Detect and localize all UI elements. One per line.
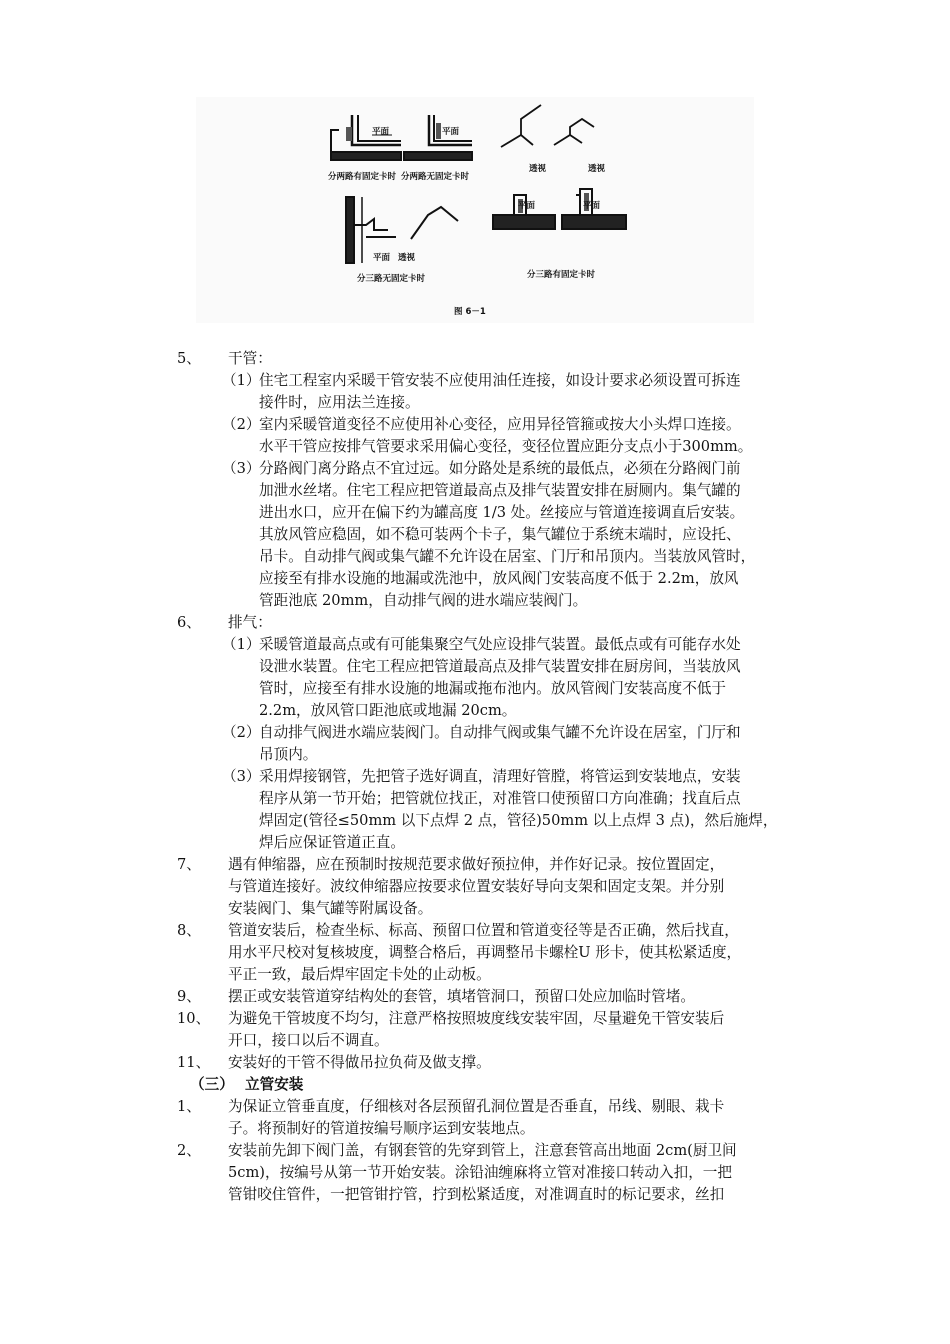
panel-perspective-b xyxy=(554,119,594,145)
persp-c xyxy=(411,207,458,239)
panel-perspective-a xyxy=(501,105,541,147)
caption-two-way-free: 分两路无固定卡时 xyxy=(401,172,470,182)
item-5-3-line: 分路阀门离分路点不宜过远。如分路处是系统的最低点，必须在分路阀门前 xyxy=(259,460,741,477)
item-6-title: 排气： xyxy=(228,614,272,631)
item-11-line: 安装好的干管不得做吊拉负荷及做支撑。 xyxy=(228,1054,491,1071)
item-8-line: 用水平尺校对复核坡度，调整合格后，再调整吊卡螺栓U 形卡，使其松紧适度， xyxy=(228,944,742,961)
item-7-number: 7、 xyxy=(177,856,201,873)
riser-2-line: 管钳咬住管件，一把管钳拧管，拧到松紧适度，对准调直时的标记要求，丝扣 xyxy=(228,1186,725,1203)
pipe-c xyxy=(354,219,388,230)
section-title: 立管安装 xyxy=(245,1076,304,1093)
item-6-1-line: 2.2m，放风管口距池底或地漏 20cm。 xyxy=(259,702,517,719)
label-plan-a: 平面 xyxy=(372,127,390,137)
clamp-a xyxy=(346,127,352,141)
item-5-1-line: 住宅工程室内采暖干管安装不应使用油任连接，如设计要求必须设置可拆连 xyxy=(259,372,741,389)
panel-two-way-fixed xyxy=(331,115,401,160)
item-6-3-line: 程序从第一节开始；把管就位找正，对准管口使预留口方向准确；找直后点 xyxy=(259,790,741,807)
item-5-2-number: （2） xyxy=(222,416,261,433)
figure-drawing xyxy=(196,97,754,323)
clamp-b xyxy=(436,123,441,139)
item-5-1-line: 接件时，应用法兰连接。 xyxy=(259,394,420,411)
item-5-3-line: 进出水口，应开在偏下约为罐高度 1/3 处。丝接应与管道连接调直后安装。 xyxy=(259,504,745,521)
item-6-3-number: （3） xyxy=(222,768,261,785)
item-6-2-line: 吊顶内。 xyxy=(259,746,318,763)
item-5-1-number: （1） xyxy=(222,372,261,389)
item-6-3-line: 焊固定(管径≤50mm 以下点焊 2 点，管径)50mm 以上点焊 3 点)，然后施焊， xyxy=(259,812,778,829)
panel-three-way-fixed xyxy=(493,189,626,229)
item-5-2-line: 水平干管应按排气管要求采用偏心变径，变径位置应距分支点小于300mm。 xyxy=(259,438,753,455)
wall-c xyxy=(346,197,354,263)
persp-b2 xyxy=(570,119,594,135)
label-persp-a: 透视 xyxy=(529,164,547,174)
riser-2-line: 5cm)，按编号从第一节开始安装。涂铅油缠麻将立管对准接口转动入扣，一把 xyxy=(228,1164,732,1181)
label-plan-e: 平面 xyxy=(583,201,601,211)
item-7-line: 安装阀门、集气罐等附属设备。 xyxy=(228,900,433,917)
item-6-3-line: 焊后应保证管道正直。 xyxy=(259,834,405,851)
caption-three-way-fixed: 分三路有固定卡时 xyxy=(527,270,596,280)
item-10-line: 开口，接口以后不调直。 xyxy=(228,1032,389,1049)
floor-slab-d xyxy=(493,215,555,229)
figure-caption: 图 6－1 xyxy=(454,307,486,317)
item-10-number: 10、 xyxy=(177,1010,211,1027)
item-7-line: 与管道连接好。波纹伸缩器应按要求位置安装好导向支架和固定支架。并分别 xyxy=(228,878,725,895)
floor-slab-b xyxy=(404,152,472,160)
item-6-number: 6、 xyxy=(177,614,201,631)
item-8-line: 平正一致，最后焊牢固定卡处的止动板。 xyxy=(228,966,491,983)
item-11-number: 11、 xyxy=(177,1054,211,1071)
item-6-3-line: 采用焊接钢管，先把管子选好调直，清理好管膛，将管运到安装地点，安装 xyxy=(259,768,741,785)
item-6-1-line: 管时，应接至有排水设施的地漏或拖布池内。放风管阀门安装高度不低于 xyxy=(259,680,727,697)
label-persp-b: 透视 xyxy=(588,164,606,174)
persp-a2 xyxy=(521,105,541,135)
item-5-3-line: 加泄水丝堵。住宅工程应把管道最高点及排气装置安排在厨厕内。集气罐的 xyxy=(259,482,741,499)
item-5-3-line: 应接至有排水设施的地漏或洗池中，放风阀门安装高度不低于 2.2m，放风 xyxy=(259,570,739,587)
riser-2-number: 2、 xyxy=(177,1142,201,1159)
item-6-2-line: 自动排气阀进水端应装阀门。自动排气阀或集气罐不允许设在居室，门厅和 xyxy=(259,724,741,741)
item-6-1-line: 设泄水装置。住宅工程应把管道最高点及排气装置安排在厨房间，当装放风 xyxy=(259,658,741,675)
item-9-number: 9、 xyxy=(177,988,201,1005)
label-plan-b: 平面 xyxy=(442,127,460,137)
label-plan-c: 平面 xyxy=(373,253,391,263)
floor-slab-e xyxy=(562,215,626,229)
item-9-line: 摆正或安装管道穿结构处的套管，填堵管洞口，预留口处应加临时管堵。 xyxy=(228,988,696,1005)
item-5-2-line: 室内采暖管道变径不应使用补心变径，应用异径管箍或按大小头焊口连接。 xyxy=(259,416,741,433)
item-8-number: 8、 xyxy=(177,922,201,939)
pipe-branch-figure xyxy=(196,97,754,323)
item-6-2-number: （2） xyxy=(222,724,261,741)
label-plan-d: 平面 xyxy=(518,201,536,211)
riser-2-line: 安装前先卸下阀门盖，有钢套管的先穿到管上，注意套管高出地面 2cm(厨卫间 xyxy=(228,1142,737,1159)
item-10-line: 为避免干管坡度不均匀，注意严格按照坡度线安装牢固，尽量避免干管安装后 xyxy=(228,1010,725,1027)
panel-two-way-free xyxy=(404,115,472,160)
riser-1-number: 1、 xyxy=(177,1098,201,1115)
item-5-3-number: （3） xyxy=(222,460,261,477)
item-8-line: 管道安装后，检查坐标、标高、预留口位置和管道变径等是否正确，然后找直， xyxy=(228,922,739,939)
caption-two-way-fixed: 分两路有固定卡时 xyxy=(328,172,397,182)
item-6-1-number: （1） xyxy=(222,636,261,653)
item-6-1-line: 采暖管道最高点或有可能集聚空气处应设排气装置。最低点或有可能存水处 xyxy=(259,636,741,653)
label-persp-c: 透视 xyxy=(398,253,416,263)
caption-three-way-free: 分三路无固定卡时 xyxy=(357,274,426,284)
item-5-3-line: 吊卡。自动排气阀或集气罐不允许设在居室、门厅和吊顶内。当装放风管时， xyxy=(259,548,756,565)
riser-1-line: 子。将预制好的管道按编号顺序运到安装地点。 xyxy=(228,1120,535,1137)
floor-slab-a xyxy=(331,152,401,160)
item-5-title: 干管： xyxy=(228,350,272,367)
persp-b1 xyxy=(554,135,582,145)
item-5-number: 5、 xyxy=(177,350,201,367)
persp-a1 xyxy=(501,135,533,147)
riser-1-line: 为保证立管垂直度，仔细核对各层预留孔洞位置是否垂直，吊线、剔眼、栽卡 xyxy=(228,1098,725,1115)
item-7-line: 遇有伸缩器，应在预制时按规范要求做好预拉伸，并作好记录。按位置固定， xyxy=(228,856,725,873)
wall-left xyxy=(331,130,339,151)
item-5-3-line: 管距池底 20mm，自动排气阀的进水端应装阀门。 xyxy=(259,592,588,609)
item-5-3-line: 其放风管应稳固，如不稳可装两个卡子，集气罐位于系统末端时，应设托、 xyxy=(259,526,741,543)
section-number: （三） xyxy=(190,1076,234,1093)
